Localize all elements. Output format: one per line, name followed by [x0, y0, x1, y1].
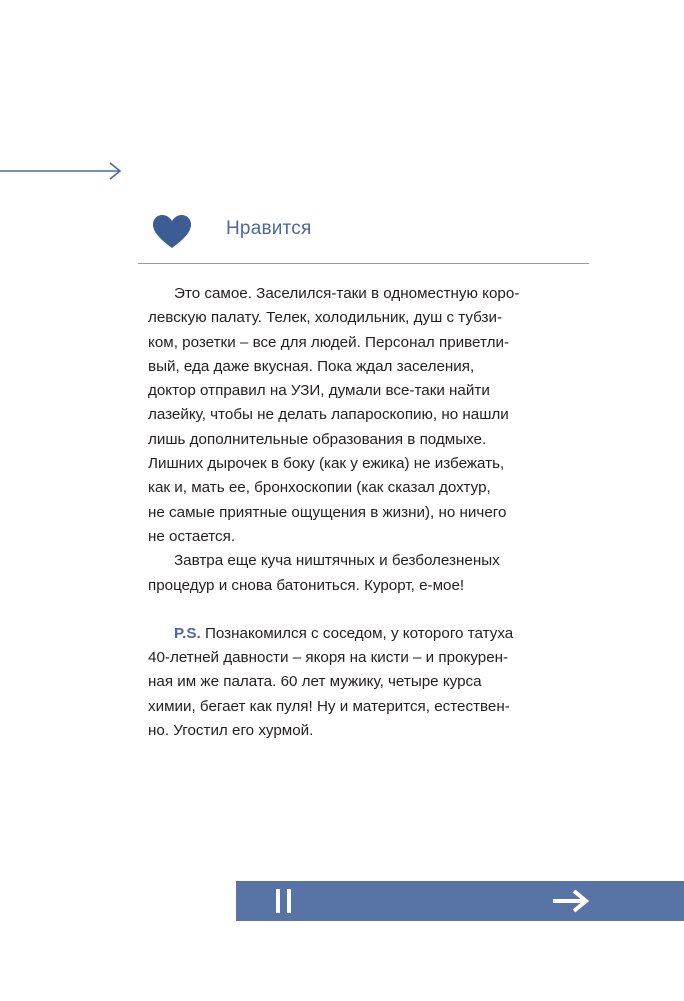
like-row[interactable]: [152, 212, 312, 252]
paragraph: [148, 549, 588, 598]
ps-label: P.S.: [174, 624, 201, 642]
text-line: доктор отправил на УЗИ, думали все-таки найти: [148, 382, 490, 400]
like-label[interactable]: Нравится: [226, 218, 312, 239]
text-line: [148, 622, 588, 646]
text-line: процедур и снова батониться. Курорт, е-мое!: [148, 576, 465, 594]
text-line: но. Угостил его хурмой.: [148, 722, 314, 740]
text-line: химии, бегает как пуля! Ну и матерится, естествен-: [148, 697, 510, 715]
next-arrow-icon[interactable]: [552, 888, 590, 914]
text-line: Лишних дырочек в боку (как у ежика) не избежать,: [148, 455, 505, 473]
text-line: ком, розетки – все для людей. Персонал приветли-: [148, 333, 509, 351]
text-line: вый, еда даже вкусная. Пока ждал заселения,: [148, 357, 475, 375]
text-line: 40-летней давности – якоря на кисти – и прокурен-: [148, 649, 509, 667]
paragraph: [148, 282, 588, 549]
text-line: Это самое. Заселился-таки в одноместную коро-: [174, 285, 520, 302]
ps-text: Познакомился с соседом, у которого татуха: [200, 624, 514, 642]
text-line: как и, мать ее, бронхоскопии (как сказал дохтур,: [148, 479, 491, 497]
text-line: левскую палату. Телек, холодильник, душ с тубзи-: [148, 309, 503, 327]
text-line: лазейку, чтобы не делать лапароскопию, но нашли: [148, 406, 509, 424]
post-body: [148, 282, 588, 743]
text-line: ная им же палата. 60 лет мужику, четыре курса: [148, 673, 482, 691]
divider: [138, 263, 589, 264]
bottom-bar: [236, 881, 684, 921]
text-line: лишь дополнительные образования в подмыхе.: [148, 430, 487, 448]
text-line: не остается.: [148, 527, 236, 545]
heart-icon[interactable]: [152, 214, 192, 250]
text-line: не самые приятные ощущения в жизни), но ничего: [148, 503, 507, 521]
text-line: Завтра еще куча ништячных и безболезненых: [174, 552, 500, 570]
pause-icon[interactable]: [276, 889, 296, 913]
arrow-right-icon: [0, 160, 124, 182]
ps-paragraph: [148, 622, 588, 743]
